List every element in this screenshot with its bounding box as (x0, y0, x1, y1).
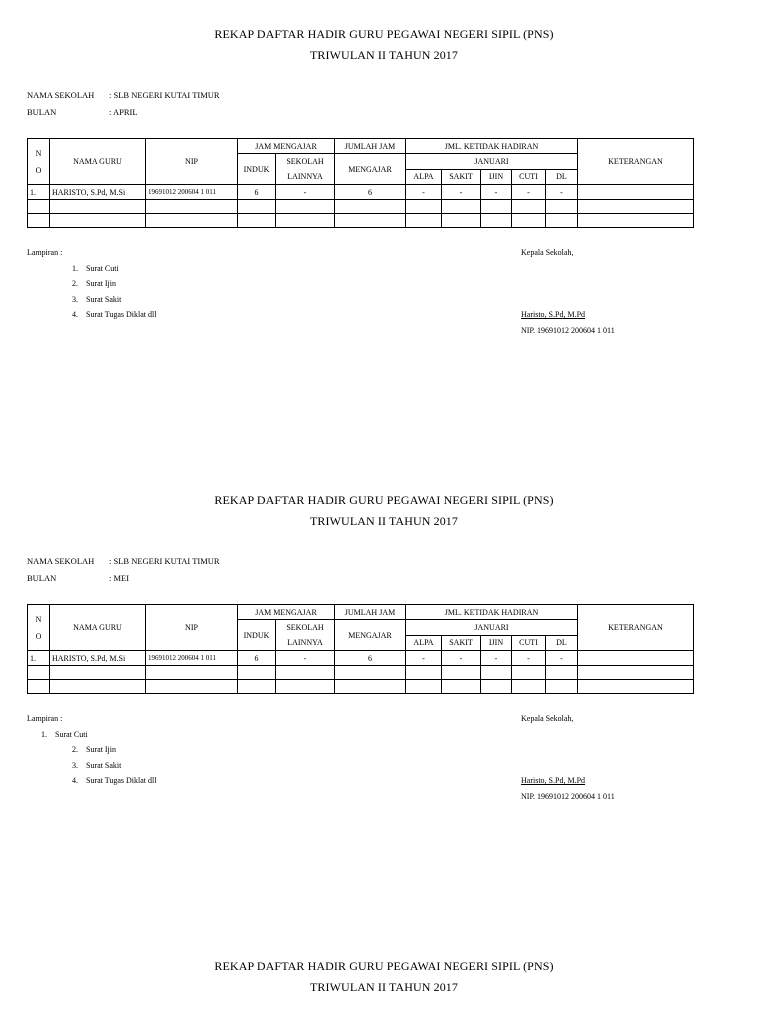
school-value: : SLB NEGERI KUTAI TIMUR (109, 90, 220, 100)
lampiran-item: 4. Surat Tugas Diklat dll (72, 310, 157, 319)
cell-nip: 19691012 200604 1 011 (146, 185, 238, 200)
report-subtitle: TRIWULAN II TAHUN 2017 (310, 514, 458, 528)
cell-ijin: - (481, 185, 512, 200)
table-row-empty (28, 680, 694, 694)
cell-keterangan (578, 651, 694, 666)
cell-nama: HARISTO, S.Pd, M.Si (50, 185, 146, 200)
cell-sakit: - (442, 651, 481, 666)
cell-dl: - (546, 185, 578, 200)
cell-no: 1. (28, 651, 50, 666)
lampiran-item: 4. Surat Tugas Diklat dll (72, 776, 157, 785)
lampiran-item: 1. Surat Cuti (41, 729, 88, 739)
signature-name: Haristo, S.Pd, M.Pd (521, 310, 586, 319)
table-row (28, 651, 694, 666)
header-sakit: SAKIT (442, 169, 481, 185)
school-label: NAMA SEKOLAH (27, 556, 95, 566)
header-induk: INDUK (238, 620, 276, 651)
signature-title: Kepala Sekolah, (521, 714, 574, 723)
signature-name: Haristo, S.Pd, M.Pd (521, 776, 586, 785)
cell-induk: 6 (238, 185, 276, 200)
lampiran-item: 2. Surat Ijin (72, 279, 116, 288)
table-row-empty (28, 200, 694, 214)
report-title: REKAP DAFTAR HADIR GURU PEGAWAI NEGERI SIPIL (PNS) (214, 959, 554, 973)
month-value: : APRIL (109, 107, 138, 117)
header-nama-guru: NAMA GURU (50, 605, 146, 651)
month-value: : MEI (109, 573, 130, 583)
cell-sekolah-lainnya: - (276, 651, 335, 666)
attendance-table (27, 604, 694, 694)
lampiran-label: Lampiran : (27, 248, 63, 257)
header-alpa: ALPA (406, 169, 442, 185)
report-title: REKAP DAFTAR HADIR GURU PEGAWAI NEGERI SIPIL (PNS) (214, 27, 554, 41)
cell-cuti: - (512, 651, 546, 666)
cell-alpa: - (406, 185, 442, 200)
lampiran-item: 3. Surat Sakit (72, 294, 122, 304)
cell-mengajar: 6 (335, 185, 406, 200)
header-ijin: IJIN (481, 635, 512, 651)
header-alpa: ALPA (406, 635, 442, 651)
table-row-empty (28, 214, 694, 228)
attendance-table (27, 138, 694, 228)
header-induk: INDUK (238, 154, 276, 185)
school-info (27, 556, 220, 583)
cell-no: 1. (28, 185, 50, 200)
header-sekolah-lainnya: SEKOLAH LAINNYA (276, 620, 335, 651)
header-keterangan: KETERANGAN (578, 605, 694, 651)
month-label: BULAN (27, 573, 57, 583)
school-label: NAMA SEKOLAH (27, 90, 95, 100)
report-subtitle: TRIWULAN II TAHUN 2017 (310, 980, 458, 994)
cell-cuti: - (512, 185, 546, 200)
cell-alpa: - (406, 651, 442, 666)
header-nip: NIP (146, 139, 238, 185)
report-subtitle: TRIWULAN II TAHUN 2017 (310, 48, 458, 62)
cell-sekolah-lainnya: - (276, 185, 335, 200)
header-sekolah-lainnya: SEKOLAH LAINNYA (276, 154, 335, 185)
header-sakit: SAKIT (442, 635, 481, 651)
cell-sakit: - (442, 185, 481, 200)
signature-block (521, 248, 615, 336)
signature-nip: NIP. 19691012 200604 1 011 (521, 792, 615, 801)
header-januari: JANUARI (406, 620, 578, 636)
lampiran-list (27, 245, 156, 323)
cell-mengajar: 6 (335, 651, 406, 666)
lampiran-item: 2. Surat Ijin (72, 745, 116, 754)
header-nama-guru: NAMA GURU (50, 139, 146, 185)
signature-block (521, 714, 615, 802)
header-cuti: CUTI (512, 169, 546, 185)
header-dl: DL (546, 635, 578, 651)
header-ketidakhadiran: JML. KETIDAK HADIRAN (406, 139, 578, 154)
header-keterangan: KETERANGAN (578, 139, 694, 185)
cell-dl: - (546, 651, 578, 666)
header-nip: NIP (146, 605, 238, 651)
month-label: BULAN (27, 107, 57, 117)
table-row-empty (28, 666, 694, 680)
cell-nama: HARISTO, S.Pd, M.Si (50, 651, 146, 666)
cell-ijin: - (481, 651, 512, 666)
header-cuti: CUTI (512, 635, 546, 651)
header-januari: JANUARI (406, 154, 578, 170)
header-ketidakhadiran: JML. KETIDAK HADIRAN (406, 605, 578, 620)
cell-nip: 19691012 200604 1 011 (146, 651, 238, 666)
header-jumlah-jam: JUMLAH JAM (335, 605, 406, 620)
lampiran-item: 3. Surat Sakit (72, 760, 122, 770)
signature-nip: NIP. 19691012 200604 1 011 (521, 326, 615, 335)
header-no: N O (28, 139, 50, 185)
header-jam-mengajar: JAM MENGAJAR (238, 139, 335, 154)
report-title: REKAP DAFTAR HADIR GURU PEGAWAI NEGERI SIPIL (PNS) (214, 493, 554, 507)
header-mengajar: MENGAJAR (335, 620, 406, 651)
table-row (28, 185, 694, 200)
header-ijin: IJIN (481, 169, 512, 185)
school-info (27, 90, 220, 117)
signature-title: Kepala Sekolah, (521, 248, 574, 257)
cell-induk: 6 (238, 651, 276, 666)
lampiran-list (27, 711, 156, 789)
header-jam-mengajar: JAM MENGAJAR (238, 605, 335, 620)
header-no: N O (28, 605, 50, 651)
header-dl: DL (546, 169, 578, 185)
header-mengajar: MENGAJAR (335, 154, 406, 185)
lampiran-item: 1. Surat Cuti (72, 263, 119, 273)
school-value: : SLB NEGERI KUTAI TIMUR (109, 556, 220, 566)
header-jumlah-jam: JUMLAH JAM (335, 139, 406, 154)
lampiran-label: Lampiran : (27, 714, 63, 723)
cell-keterangan (578, 185, 694, 200)
